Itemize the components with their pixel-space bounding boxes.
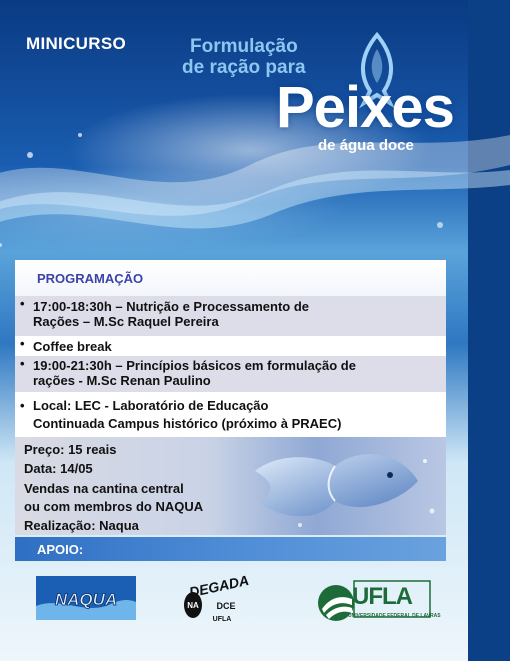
- title-main: Peixes: [276, 75, 454, 140]
- info-block: [15, 437, 446, 535]
- program-item-line: rações - M.Sc Renan Paulino: [33, 373, 211, 388]
- date-text: Data: 14/05: [24, 461, 93, 476]
- program-panel: [15, 260, 446, 535]
- degada-logo: [182, 569, 251, 627]
- sales-text: Vendas na cantina central: [24, 481, 184, 496]
- ufla-logo-text: UFLA: [352, 583, 412, 610]
- program-item-location: [15, 392, 446, 437]
- program-heading-bar: [15, 260, 446, 296]
- program-item-line: Coffee break: [33, 339, 112, 354]
- program-heading: PROGRAMAÇÃO: [37, 271, 144, 286]
- degada-tag: UFLA: [212, 616, 232, 623]
- program-item: [15, 296, 446, 336]
- program-item: [15, 336, 446, 356]
- program-item-line: Rações – M.Sc Raquel Pereira: [33, 314, 219, 329]
- title-line-2: de ração para: [182, 57, 306, 78]
- program-item-line: 19:00-21:30h – Princípios básicos em formulação de: [33, 358, 356, 373]
- program-item: [15, 356, 446, 392]
- bullet: •: [20, 296, 25, 311]
- degada-prefix: NA: [187, 601, 199, 610]
- bullet: •: [20, 336, 25, 351]
- title-line-1: Formulação: [190, 36, 298, 57]
- organizer-text: Realização: Naqua: [24, 518, 139, 533]
- degada-text: DEGADA: [187, 571, 251, 601]
- title-sub: de água doce: [318, 137, 414, 154]
- naqua-logo: [36, 576, 136, 620]
- support-heading: APOIO:: [37, 542, 84, 557]
- program-item-line: 17:00-18:30h – Nutrição e Processamento de: [33, 299, 310, 314]
- price-text: Preço: 15 reais: [24, 442, 117, 457]
- naqua-logo-text: NAQUA: [54, 590, 118, 609]
- location-line: Continuada Campus histórico (próximo à PRAEC): [33, 416, 342, 431]
- bullet: •: [20, 398, 25, 413]
- bullet: •: [20, 356, 25, 371]
- location-line: Local: LEC - Laboratório de Educação: [33, 398, 269, 413]
- sponsor-logos: [0, 561, 468, 661]
- degada-sub: DCE: [216, 601, 236, 611]
- minicurso-label: MINICURSO: [26, 34, 126, 53]
- sales-text: ou com membros do NAQUA: [24, 499, 204, 514]
- ufla-subtitle: UNIVERSIDADE FEDERAL DE LAVRAS: [348, 613, 441, 619]
- support-heading-bar: [15, 537, 446, 561]
- water-fish-image: [240, 441, 446, 533]
